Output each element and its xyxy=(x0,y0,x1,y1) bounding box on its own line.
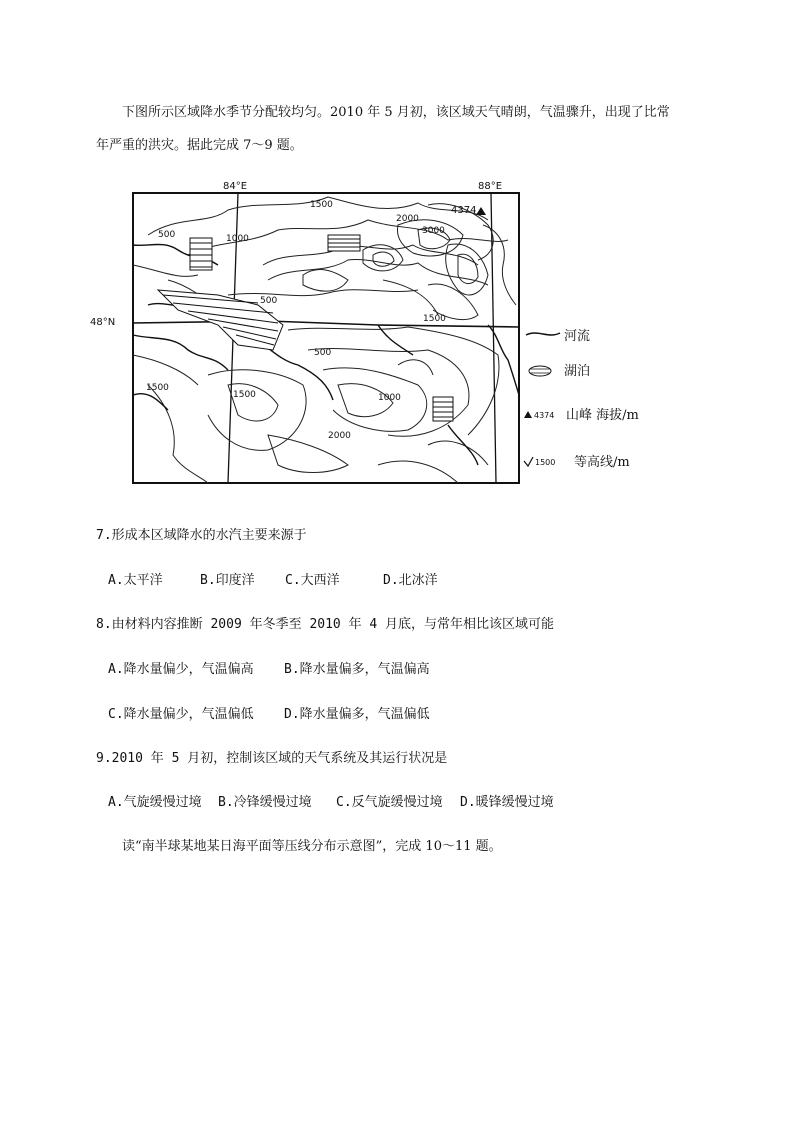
q7-options xyxy=(108,569,438,588)
contour-label: 1000 xyxy=(378,393,401,403)
map-legend xyxy=(524,333,560,466)
q8-options-row1 xyxy=(108,658,430,677)
q9-stem: 9.2010 年 5 月初，控制该区域的天气系统及其运行状况是 xyxy=(96,751,448,766)
topographic-map xyxy=(90,181,748,485)
q9-option-a[interactable]: A.气旋缓慢过境 xyxy=(108,795,202,810)
q9-option-d[interactable]: D.暖锋缓慢过境 xyxy=(460,795,554,810)
contour-label: 3000 xyxy=(422,226,445,236)
q7-option-c[interactable]: C.大西洋 xyxy=(285,573,340,588)
river-icon xyxy=(526,333,560,335)
q8-option-b[interactable]: B.降水量偏多，气温偏高 xyxy=(284,662,430,677)
q8-option-a[interactable]: A.降水量偏少，气温偏高 xyxy=(108,662,254,677)
contour-label: 1500 xyxy=(423,314,446,324)
contour-label: 500 xyxy=(314,348,332,358)
q9-option-b[interactable]: B.冷锋缓慢过境 xyxy=(218,795,312,810)
contour-label: 1500 xyxy=(146,383,169,393)
q7-option-a[interactable]: A.太平洋 xyxy=(108,573,163,588)
q9-option-c[interactable]: C.反气旋缓慢过境 xyxy=(336,795,443,810)
lon-label-right: 88°E xyxy=(478,181,503,192)
q7-stem: 7.形成本区域降水的水汽主要来源于 xyxy=(96,528,307,543)
legend-contour-number: 1500 xyxy=(535,458,556,467)
q8-option-c[interactable]: C.降水量偏少，气温偏低 xyxy=(108,707,254,722)
legend-peak-number: 4374 xyxy=(534,411,555,420)
q9-options xyxy=(108,791,554,810)
lat-label: 48°N xyxy=(90,317,116,328)
contour-label: 500 xyxy=(158,230,176,240)
q7-option-b[interactable]: B.印度洋 xyxy=(200,573,255,588)
q8-options-row2 xyxy=(108,703,430,722)
peak-value-label: 4374 xyxy=(451,205,477,216)
meridian-88 xyxy=(491,193,496,483)
contour-label: 2000 xyxy=(328,431,351,441)
q7-option-d[interactable]: D.北冰洋 xyxy=(383,573,438,588)
contour-label: 500 xyxy=(260,296,278,306)
q8-option-d[interactable]: D.降水量偏多，气温偏低 xyxy=(284,707,430,722)
intro-line-1: 下图所示区域降水季节分配较均匀。2010 年 5 月初，该区域天气晴朗，气温骤升，出现了比常 xyxy=(122,105,670,120)
q8-stem: 8.由材料内容推断 2009 年冬季至 2010 年 4 月底，与常年相比该区域可能 xyxy=(96,617,555,632)
peak-icon xyxy=(476,207,486,215)
lon-label-left: 84°E xyxy=(223,181,248,192)
legend-lake-label: 湖泊 xyxy=(564,364,591,379)
legend-peak-label: 山峰 海拔/m xyxy=(566,408,639,423)
legend-peak-icon xyxy=(524,411,532,418)
lake-icon xyxy=(529,366,551,376)
contour-label: 2000 xyxy=(396,214,419,224)
contour-label: 1500 xyxy=(233,390,256,400)
legend-contour-label: 等高线/m xyxy=(574,455,630,470)
contour-label: 1000 xyxy=(226,234,249,244)
contour-label: 1500 xyxy=(310,200,333,210)
intro-line-2: 年严重的洪灾。据此完成 7～9 题。 xyxy=(96,138,303,153)
legend-river-label: 河流 xyxy=(564,329,591,344)
contour-icon xyxy=(524,457,533,466)
outro-line: 读“南半球某地某日海平面等压线分布示意图”，完成 10～11 题。 xyxy=(122,839,502,854)
parallel-48 xyxy=(133,321,519,327)
